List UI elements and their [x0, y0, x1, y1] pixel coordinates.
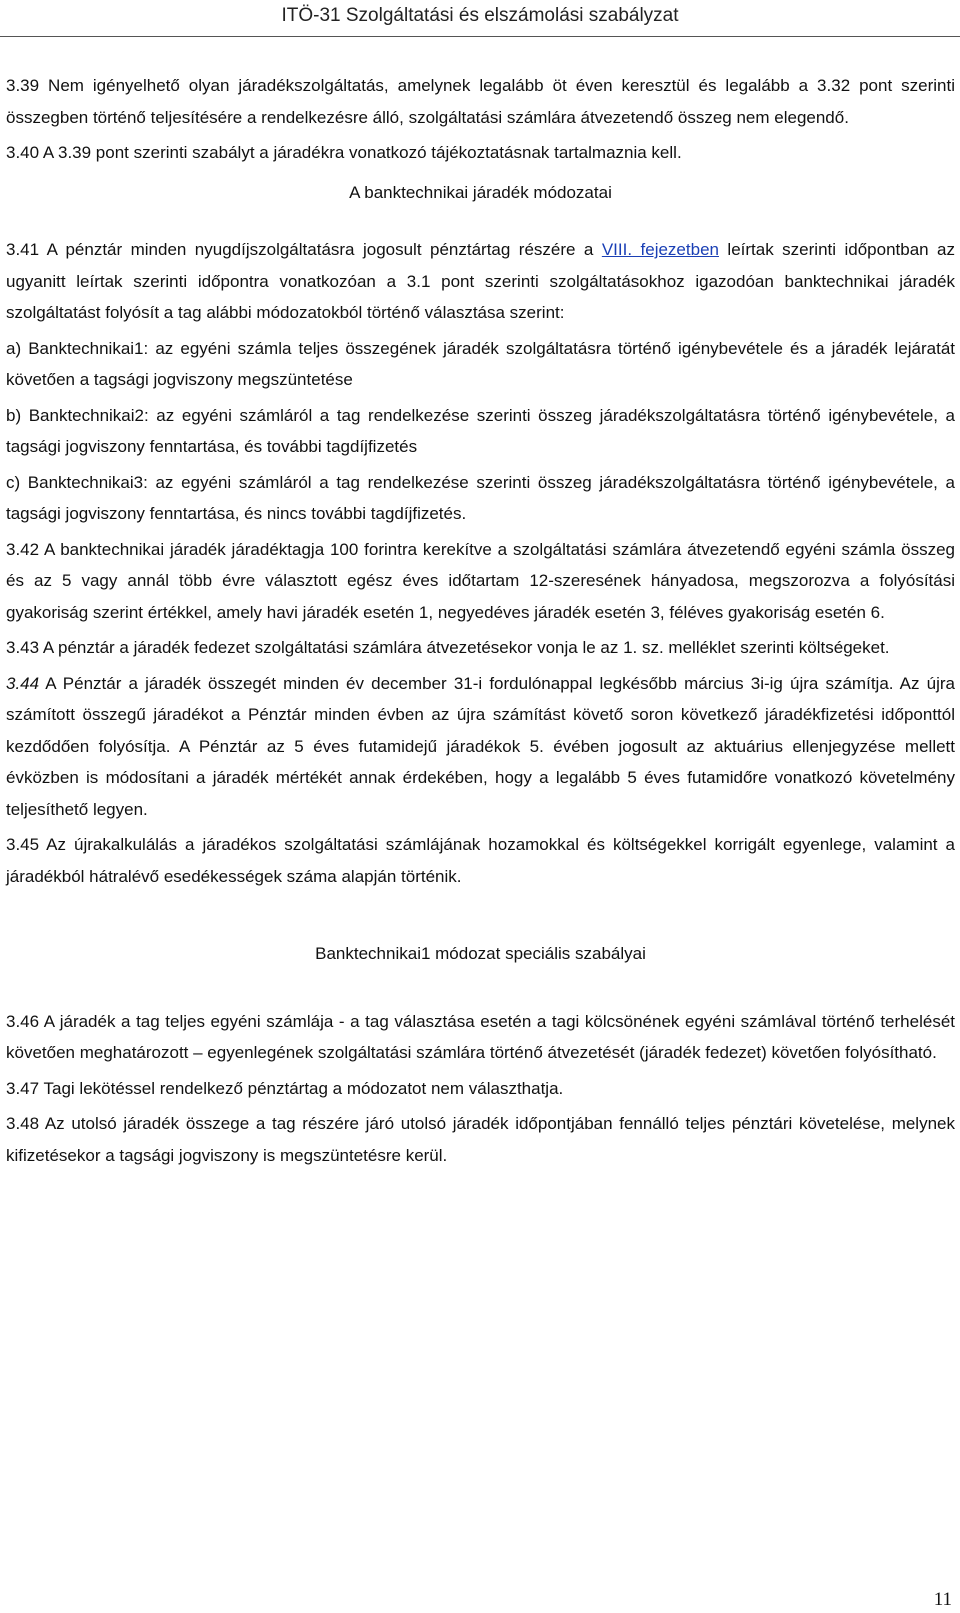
paragraph-3-43: 3.43 A pénztár a járadék fedezet szolgáltatási számlára átvezetésekor vonja le az 1. sz. melléklet szerinti költségeket.	[6, 638, 890, 657]
paragraph-3-44-text: A Pénztár a járadék összegét minden év december 31-i fordulónappal legkésőbb március 3i-ig újra számítja. Az újra számított összegű járadékot a Pénztár minden évben az újra számítást követő soron következő járadékfizetési időponttól kezdődően folyósítja. A Pénztár az 5 éves futamidejű járadékok 5. évében jogosult az aktuárius ellenjegyzése mellett évközben is módosítani a járadék mértékét annak érdekében, hogy a legalább 5 éves futamidőre vonatkozó követelmény teljesíthető legyen.	[6, 673, 955, 819]
paragraph-3-40: 3.40 A 3.39 pont szerinti szabályt a járadékra vonatkozó tájékoztatásnak tartalmaznia kell.	[6, 143, 682, 162]
option-a-text: a) Banktechnikai1: az egyéni számla teljes összegének járadék szolgáltatásra történő igénybevétele és a járadék lejáratát követően a tagsági jogviszony megszüntetése	[6, 338, 955, 389]
paragraph-3-44-number: 3.44	[6, 673, 40, 693]
document-body	[6, 70, 955, 1175]
section-heading-banktechnikai1: Banktechnikai1 módozat speciális szabályai	[315, 944, 646, 963]
paragraph-3-41	[6, 234, 955, 329]
paragraph-3-39: 3.39 Nem igényelhető olyan járadékszolgáltatás, amelynek legalább öt éven keresztül és legalább a 3.32 pont szerinti összegben történő teljesítésére a rendelkezésre álló, szolgáltatási számlára átvezetendő összeg nem elegendő.	[6, 76, 955, 127]
chapter-viii-link[interactable]: VIII. fejezetben	[601, 240, 719, 259]
option-b-text: b) Banktechnikai2: az egyéni számláról a tag rendelkezése szerinti összeg járadékszolgáltatásra történő igénybevétele, a tagsági jogviszony fenntartása, és további tagdíjfizetés	[6, 405, 955, 456]
paragraph-3-41-start: 3.41 A pénztár minden nyugdíjszolgáltatásra jogosult pénztártag részére a	[6, 240, 602, 259]
page-number: 11	[933, 1589, 952, 1610]
paragraph-3-47: 3.47 Tagi lekötéssel rendelkező pénztártag a módozatot nem választhatja.	[6, 1078, 564, 1098]
paragraph-3-46: 3.46 A járadék a tag teljes egyéni számlája - a tag választása esetén a tagi kölcsönének egyéni számlával történő terhelését követően meghatározott – egyenlegének szolgáltatási számlára történő átvezetését (járadék fedezet) követően folyósítható.	[6, 1011, 955, 1062]
paragraph-3-41-end: leírtak szerinti időpontban az ugyanitt leírtak szerinti időpontra vonatkozóan a 3.1 pont szerinti szolgáltatásokhoz igazodóan banktechnikai járadék szolgáltatást folyósít a tag alábbi módozatokból történő választása szerint:	[6, 240, 956, 322]
paragraph-3-45: 3.45 Az újrakalkulálás a járadékos szolgáltatási számlájának hozamokkal és költségekkel korrigált egyenlege, valamint a járadékból hátralévő esedékességek száma alapján történik.	[6, 835, 955, 886]
option-c-text: c) Banktechnikai3: az egyéni számláról a tag rendelkezése szerinti összeg járadékszolgáltatásra történő igénybevétele, a tagsági jogviszony fenntartása, és nincs további tagdíjfizetés.	[6, 472, 955, 523]
paragraph-3-44	[6, 668, 955, 826]
paragraph-3-48: 3.48 Az utolsó járadék összege a tag részére járó utolsó járadék időpontjában fennálló teljes pénztári követelése, melynek kifizetésekor a tagsági jogviszony is megszüntetésre kerül.	[6, 1114, 955, 1165]
paragraph-3-42: 3.42 A banktechnikai járadék járadéktagja 100 forintra kerekítve a szolgáltatási számlára átvezetendő egyéni számla összeg és az 5 vagy annál több évre választott egész éves időtartam 12-szeresének hányadosa, megszorozva a folyósítási gyakoriság szerint értékkel, amely havi járadék esetén 1, negyedéves járadék esetén 3, féléves gyakoriság esetén 6.	[6, 539, 955, 622]
document-title: ITÖ-31 Szolgáltatási és elszámolási szabályzat	[281, 5, 679, 26]
page-header	[0, 0, 960, 37]
section-heading-modes: A banktechnikai járadék módozatai	[349, 182, 612, 202]
